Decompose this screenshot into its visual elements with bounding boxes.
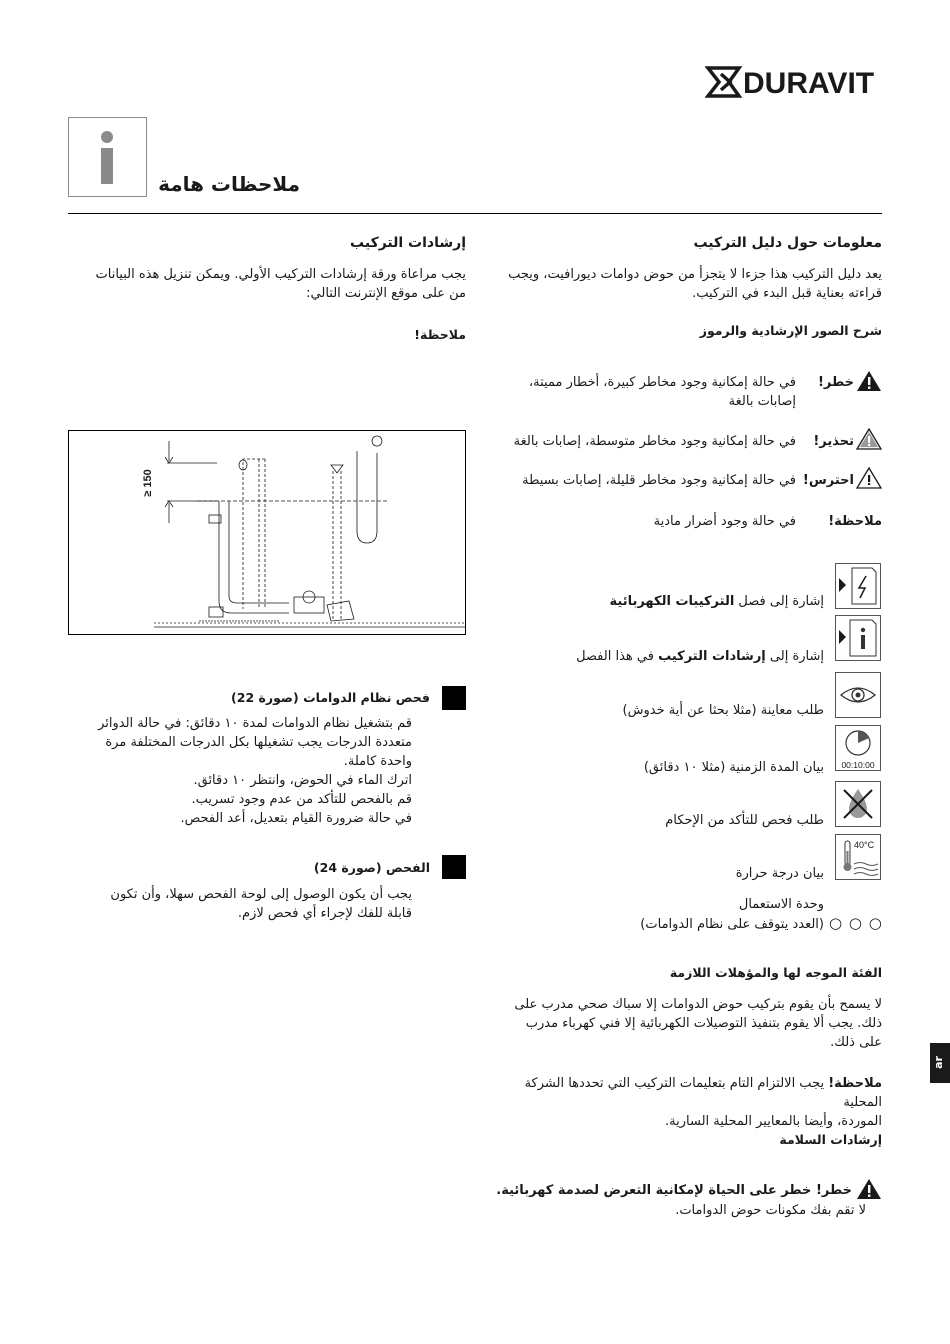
target-heading: الفئة الموجه لها والمؤهلات اللازمة — [669, 965, 882, 980]
timer-text: بيان المدة الزمنية (مثلا ١٠ دقائق) — [643, 760, 824, 775]
logo-wordmark: DURAVIT — [743, 67, 875, 100]
install-note-label: ملاحظة! — [414, 327, 466, 342]
supplier-note-label: ملاحظة! — [828, 1076, 882, 1091]
electrical-chapter-icon — [835, 563, 881, 609]
info-heading: معلومات حول دليل التركيب — [693, 235, 882, 251]
language-tab[interactable]: ar — [930, 1043, 950, 1083]
whirl-check-paragraph: قم بتشغيل نظام الدوامات لمدة ١٠ دقائق: في حالة الدوائر متعددة الدرجات يجب تشغيلها بكل الدرجات المختلفة مرة واحدة كاملة. اترك الماء في الحوض، وانتظر ١٠ دقائق. قم بالفحص للتأكد من عدم وجود تسريب. في حالة ضرورة القيام بتعديل، أعد الفحص. — [98, 716, 412, 826]
section-marker — [442, 686, 466, 710]
target-line-3: على ذلك. — [830, 1035, 882, 1050]
caution-label: احترس! — [802, 473, 854, 488]
visual-inspection-icon — [835, 672, 881, 718]
danger-text — [486, 373, 796, 411]
target-paragraph — [486, 995, 882, 1052]
info-icon — [68, 117, 147, 197]
install-line-1: يجب مراعاة ورقة إرشادات التركيب الأولي. ويمكن تنزيل هذه البيانات — [95, 267, 466, 282]
page-title: ملاحظات هامة — [158, 172, 300, 196]
duravit-emblem — [708, 68, 739, 96]
electrical-chapter-text: إشارة إلى فصل التركيبات الكهربائية — [609, 594, 824, 609]
warning-icon — [856, 428, 882, 454]
whirl-check-heading: فحص نظام الدوامات (صورة 22) — [231, 690, 430, 705]
supplier-note: ملاحظة! يجب الالتزام التام بتعليمات التركيب التي تحددها الشركة المحلية الموردة، وأيضا بالمعايير المحلية السارية. — [486, 1074, 882, 1131]
visual-inspection-text: طلب معاينة (مثلا بحثا عن أية خدوش) — [622, 703, 824, 718]
unit-label: وحدة الاستعمال — [738, 897, 824, 912]
symbols-heading: شرح الصور الإرشادية والرموز — [699, 323, 882, 338]
install-instructions-icon — [835, 615, 881, 661]
caution-icon — [856, 467, 882, 493]
duravit-logo — [705, 62, 890, 102]
caution-text: في حالة إمكانية وجود مخاطر قليلة، إصابات بسيطة — [522, 473, 796, 488]
header-divider — [68, 213, 882, 214]
inspection-paragraph: يجب أن يكون الوصول إلى لوحة الفحص سهلا، وأن تكون قابلة للفك لإجراء أي فحص لازم. — [110, 887, 412, 921]
temperature-text: بيان درجة حرارة — [735, 866, 824, 881]
note-label: ملاحظة! — [828, 514, 882, 529]
temperature-readout: 40°C — [854, 840, 875, 850]
danger-icon — [856, 370, 882, 396]
section-marker — [442, 855, 466, 879]
timer-readout: 00:10:00 — [841, 760, 875, 770]
install-line-2: من على موقع الإنترنت التالي: — [306, 286, 466, 301]
install-paragraph — [68, 265, 466, 303]
install-heading: إرشادات التركيب — [350, 235, 466, 251]
warning-text: في حالة إمكانية وجود مخاطر متوسطة، إصابات بالغة — [513, 434, 796, 449]
supplier-note-line-2: الموردة، وأيضا بالمعايير المحلية السارية. — [665, 1114, 882, 1129]
safety-heading: إرشادات السلامة — [779, 1132, 882, 1147]
warning-label: تحذير! — [813, 434, 854, 449]
target-line-1: لا يسمح بأن يقوم بتركيب حوض الدوامات إلا سباك صحي مدرب على — [514, 997, 882, 1012]
danger-label: خطر! — [817, 375, 854, 390]
safety-instruction: لا تقم بفك مكونات حوض الدوامات. — [675, 1203, 866, 1218]
inspection-heading: الفحص (صورة 24) — [313, 860, 430, 875]
note-text: في حالة وجود أضرار مادية — [653, 514, 796, 529]
info-line-2: قراءته بعناية قبل البدء في التركيب. — [692, 286, 882, 301]
unit-note: (العدد يتوقف على نظام الدوامات) — [640, 917, 824, 932]
installation-diagram — [68, 430, 466, 635]
danger-line-1: في حالة إمكانية وجود مخاطر كبيرة، أخطار مميتة، — [528, 375, 796, 390]
danger-line-2: إصابات بالغة — [728, 394, 796, 409]
safety-danger-text: خطر! خطر على الحياة لإمكانية التعرض لصدمة كهربائية. — [496, 1183, 852, 1198]
info-line-1: يعد دليل التركيب هذا جزءا لا يتجزأ من حوض دوامات ديورافيت، ويجب — [508, 267, 882, 282]
install-instructions-text: إشارة إلى إرشادات التركيب في هذا الفصل — [576, 649, 824, 664]
unit-symbols: ○ ○ ○ — [829, 914, 883, 932]
info-paragraph — [486, 265, 882, 303]
diagram-dimension-label: ≥ 150 — [142, 469, 154, 497]
leak-check-text: طلب فحص للتأكد من الإحكام — [665, 813, 824, 828]
timer-icon — [835, 725, 881, 771]
leak-check-icon — [835, 781, 881, 827]
temperature-icon — [835, 834, 881, 880]
target-line-2: ذلك. يجب ألا يقوم بتنفيذ التوصيلات الكهربائية إلا فني كهرباء مدرب — [525, 1016, 882, 1031]
